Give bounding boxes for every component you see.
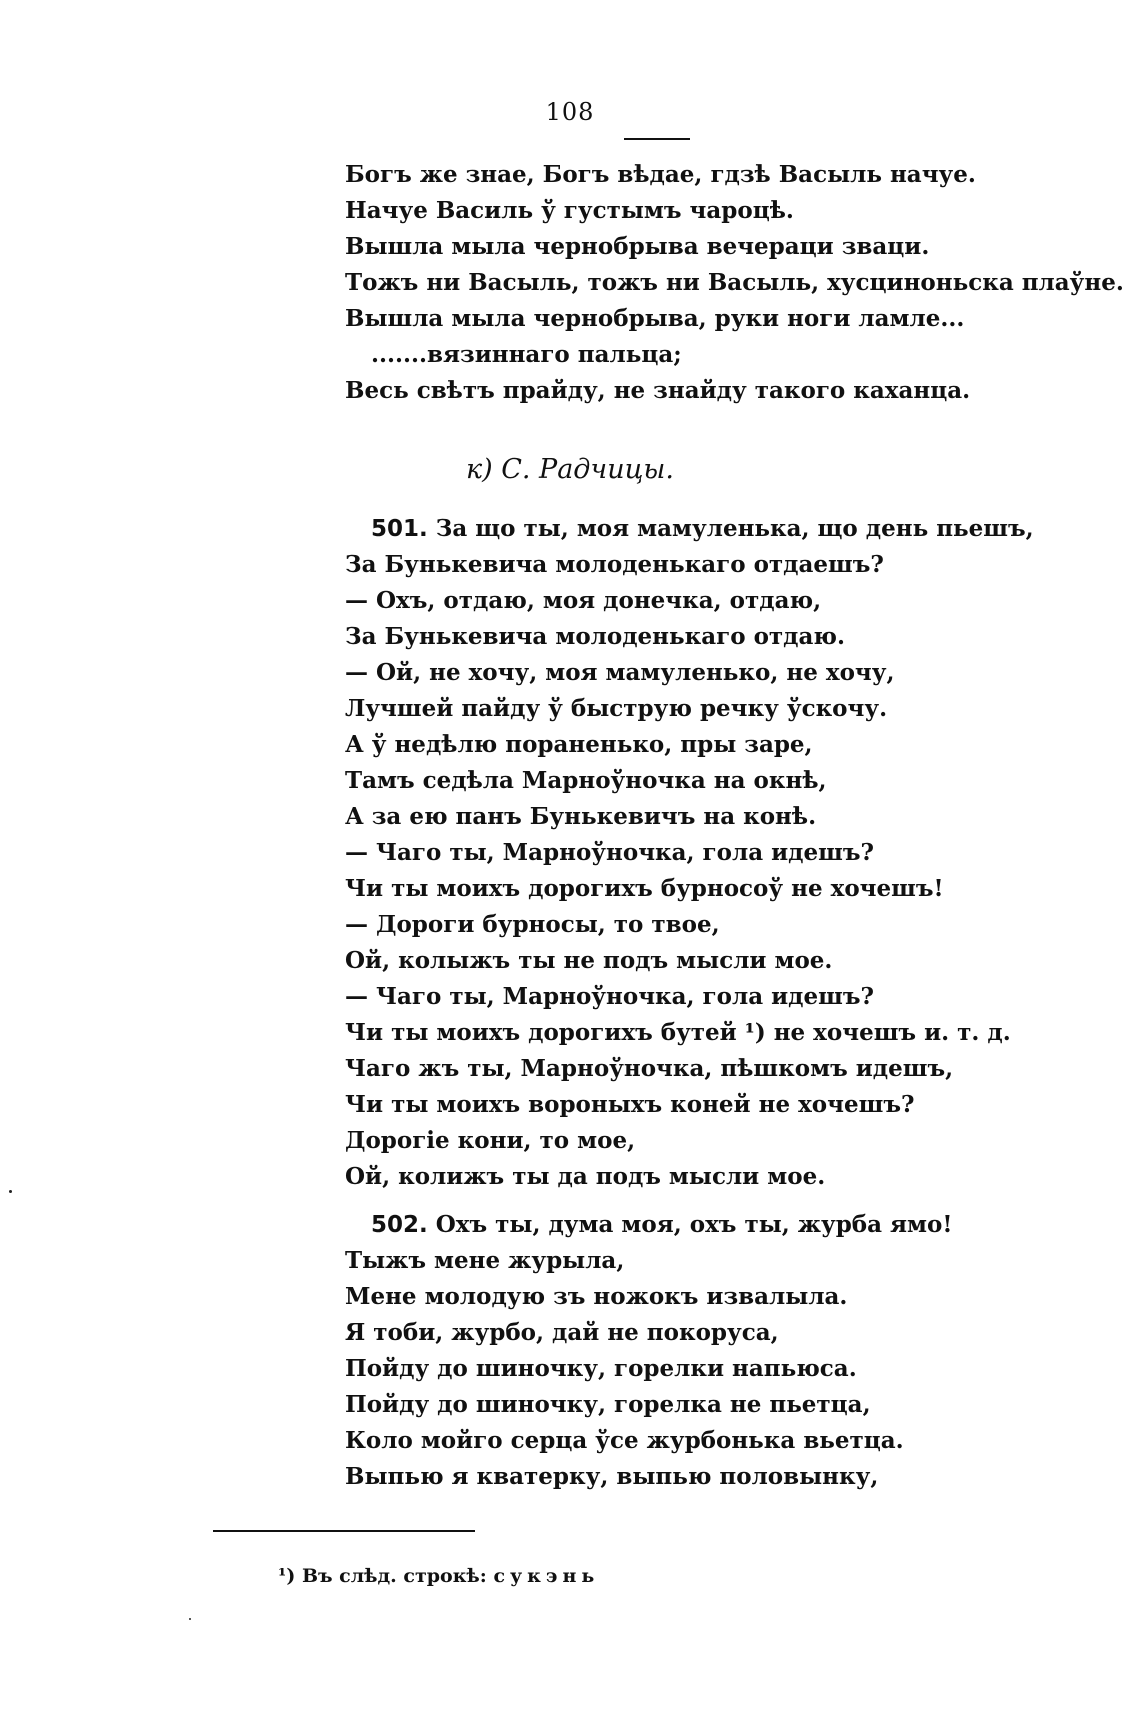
footnote-word: сукэнь: [493, 1565, 600, 1587]
song-line: Пойду до шиночку, горелки напьюса.: [345, 1355, 857, 1382]
song-line: — Ой, не хочу, моя мамуленько, не хочу,: [345, 659, 895, 686]
song-line: — Охъ, отдаю, моя донечка, отдаю,: [345, 587, 822, 614]
song-line: — Чаго ты, Марноўночка, гола идешъ?: [345, 983, 874, 1010]
song-line: Мене молодую зъ ножокъ извалыла.: [345, 1283, 848, 1310]
verse-line: .......вязиннаго пальца;: [371, 341, 682, 368]
song-line: Выпью я кватерку, выпью половынку,: [345, 1463, 879, 1490]
footnote-text: Въ слѣд. строкѣ:: [301, 1565, 487, 1587]
footnote-rule: [213, 1530, 475, 1532]
song-line: — Чаго ты, Марноўночка, гола идешъ?: [345, 839, 874, 866]
song-line: Коло мойго серца ўсе журбонька вьетца.: [345, 1427, 904, 1454]
page-number-rule: [624, 138, 690, 140]
song-line: Я тоби, журбо, дай не покоруса,: [345, 1319, 779, 1346]
song-line: Чи ты моихъ дорогихъ бурносоў не хочешъ!: [345, 875, 944, 902]
verse-line: Вышла мыла чернобрыва вечераци зваци.: [345, 233, 930, 260]
verse-line: Богъ же знае, Богъ вѣдае, гдзѣ Васыль начуе.: [345, 161, 976, 188]
song-line: — Дороги бурносы, то твое,: [345, 911, 720, 938]
song-line: Пойду до шиночку, горелка не пьетца,: [345, 1391, 871, 1418]
verse-line: Начуе Василь ў густымъ чароцѣ.: [345, 197, 794, 224]
song-line: Чаго жъ ты, Марноўночка, пѣшкомъ идешъ,: [345, 1055, 954, 1082]
verse-line: Тожъ ни Васыль, тожъ ни Васыль, хусциноньска плаўне.: [345, 269, 1124, 296]
verse-line: Вышла мыла чернобрыва, руки ноги ламле...: [345, 305, 965, 332]
song-502-first-line: [371, 1210, 952, 1240]
song-line: За Бунькевича молоденькаго отдаешъ?: [345, 551, 884, 578]
song-line: Ой, колижъ ты да подъ мысли мое.: [345, 1163, 826, 1190]
song-number: 501.: [371, 516, 428, 542]
song-line: Лучшей пайду ў быструю речку ўскочу.: [345, 695, 888, 722]
song-line-text: За що ты, моя мамуленька, що день пьешъ,: [435, 515, 1034, 542]
footnote: [278, 1565, 599, 1587]
song-line-text: Охъ ты, дума моя, охъ ты, журба ямо!: [435, 1211, 953, 1238]
song-line: Дорогіе кони, то мое,: [345, 1127, 636, 1154]
song-number: 502.: [371, 1212, 428, 1238]
song-line: За Бунькевича молоденькаго отдаю.: [345, 623, 846, 650]
section-heading: к) С. Радчицы.: [465, 454, 675, 485]
song-501-first-line: [371, 514, 1034, 544]
song-line: Чи ты моихъ вороныхъ коней не хочешъ?: [345, 1091, 915, 1118]
song-line: А за ею панъ Бунькевичъ на конѣ.: [345, 803, 817, 830]
scan-speck: [189, 1618, 191, 1620]
page-number: 108: [545, 98, 595, 126]
song-line: Тыжъ мене журыла,: [345, 1247, 625, 1274]
song-line: А ў недѣлю пораненько, пры заре,: [345, 731, 813, 758]
song-line: Чи ты моихъ дорогихъ бутей ¹) не хочешъ и. т. д.: [345, 1019, 1011, 1046]
footnote-marker: ¹): [278, 1565, 296, 1587]
verse-line: Весь свѣтъ прайду, не знайду такого каханца.: [345, 377, 971, 404]
scan-speck: [9, 1190, 12, 1193]
song-line: Ой, колыжъ ты не подъ мысли мое.: [345, 947, 833, 974]
song-line: Тамъ седѣла Марноўночка на окнѣ,: [345, 767, 827, 794]
